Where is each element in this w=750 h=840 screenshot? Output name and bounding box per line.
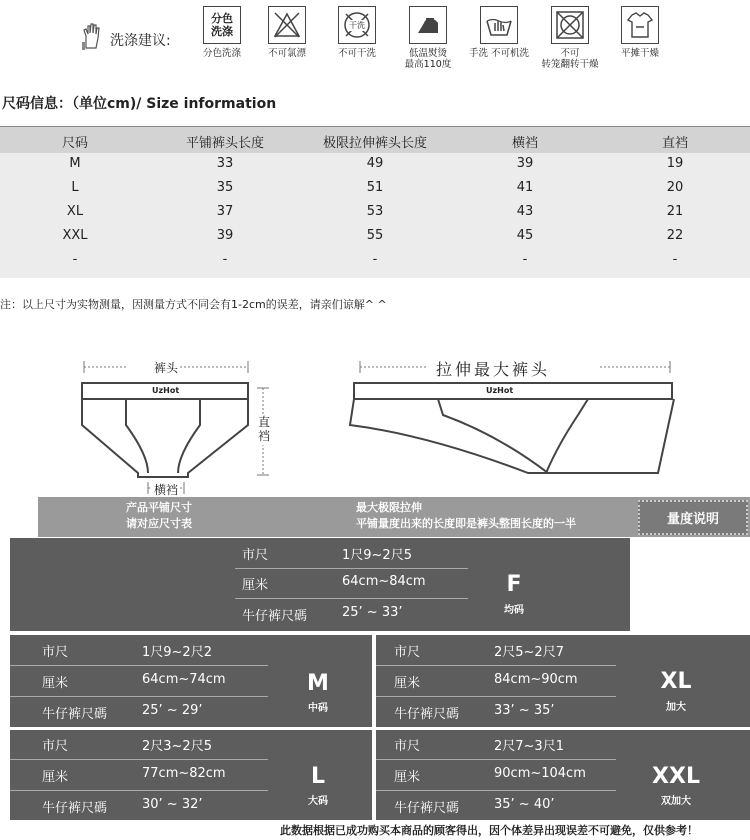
xl-sub: 加大: [666, 702, 686, 713]
band-mid: [356, 500, 576, 532]
divider: [235, 568, 468, 569]
row-label-cm: 厘米: [242, 578, 269, 593]
divider: [376, 696, 616, 697]
table-cell: 19: [666, 156, 684, 171]
row-label-jeans: 牛仔裤尺碼: [242, 609, 308, 624]
l-sub: 大码: [308, 796, 328, 807]
f-sub: 均码: [504, 605, 524, 616]
header-size: 尺码: [61, 136, 88, 151]
l-cm: 77cm~82cm: [142, 766, 226, 781]
xl-jeans: 33’ ~ 35’: [494, 703, 555, 718]
stretched-brief-diagram: [348, 355, 678, 485]
table-cell: L: [71, 180, 79, 195]
care-item-no-bleach: [257, 6, 317, 59]
band-left-line2: 请对应尺寸表: [126, 517, 192, 530]
care-label: 低温熨烫 最高110度: [404, 48, 452, 70]
table-cell: 41: [516, 180, 534, 195]
no-dry-clean-icon: [338, 6, 376, 44]
flat-brief-diagram: [78, 355, 278, 495]
divider: [10, 665, 268, 666]
divider: [235, 598, 468, 599]
row-label-jeans: 牛仔裤尺碼: [394, 707, 460, 722]
xxl-jeans: 35’ ~ 40’: [494, 797, 555, 812]
row-label-shichi: 市尺: [242, 548, 269, 563]
table-cell: -: [222, 252, 228, 267]
row-label-shichi: 市尺: [394, 739, 421, 754]
care-item-no-dry-clean: [327, 6, 387, 59]
l-letter: L: [310, 764, 326, 789]
no-bleach-icon: [268, 6, 306, 44]
table-cell: -: [522, 252, 528, 267]
m-sub: 中码: [308, 703, 328, 714]
table-cell: 51: [366, 180, 384, 195]
stretch-label: 拉伸最大裤头: [436, 360, 551, 379]
xl-letter: XL: [660, 669, 692, 694]
row-label-cm: 厘米: [394, 770, 421, 785]
xxl-cm: 90cm~104cm: [494, 766, 586, 781]
table-cell: 35: [216, 180, 234, 195]
care-item-low-iron: [398, 6, 458, 70]
size-block-m: [10, 635, 372, 727]
disclaimer: 此数据根据已成功购买本商品的顾客得出，因个体差异出现误差不可避免，仅供参考！: [280, 824, 698, 837]
hand-icon: [80, 22, 104, 50]
size-block-xxl: [376, 730, 750, 820]
f-letter: F: [506, 572, 522, 597]
band-mid-line2: 平铺量度出来的长度即是裤头整围长度的一半: [356, 517, 576, 530]
band-left-line1: 产品平铺尺寸: [126, 501, 192, 514]
table-cell: 20: [666, 180, 684, 195]
row-label-cm: 厘米: [42, 676, 69, 691]
table-cell: 45: [516, 228, 534, 243]
no-tumble-dry-icon: [551, 6, 589, 44]
table-cell: 21: [666, 204, 684, 219]
table-cell: 43: [516, 204, 534, 219]
table-cell: -: [372, 252, 378, 267]
size-table-header: [0, 126, 750, 153]
measurement-guide-label: 量度说明: [638, 500, 748, 535]
xxl-sub: 双加大: [661, 796, 691, 807]
divider: [10, 759, 268, 760]
table-cell: 22: [666, 228, 684, 243]
care-label: 不可干洗: [337, 48, 376, 59]
xxl-letter: XXL: [652, 764, 700, 789]
flat-dry-icon: [621, 6, 659, 44]
separate-wash-text-1: 分色: [211, 12, 233, 25]
care-title: 洗涤建议:: [110, 33, 171, 49]
dry-clean-text: 干洗: [349, 20, 365, 30]
header-flat-waist: 平铺裤头长度: [185, 136, 264, 151]
table-cell: 37: [216, 204, 234, 219]
l-jeans: 30’ ~ 32’: [142, 797, 203, 812]
xl-shichi: 2尺5~2尺7: [494, 645, 564, 660]
care-item-flat-dry: [610, 6, 670, 59]
rise-label: 直裆: [258, 415, 271, 443]
brand-label: UzHot: [152, 386, 180, 395]
f-shichi: 1尺9~2尺5: [342, 548, 412, 563]
row-label-cm: 厘米: [42, 770, 69, 785]
xxl-shichi: 2尺7~3尺1: [494, 739, 564, 754]
row-label-shichi: 市尺: [394, 645, 421, 660]
table-cell: 39: [216, 228, 234, 243]
row-label-cm: 厘米: [394, 676, 421, 691]
divider: [376, 759, 616, 760]
size-block-l: [10, 730, 372, 820]
care-item-no-tumble-dry: [540, 6, 600, 70]
separate-wash-text-2: 洗涤: [211, 25, 233, 38]
table-cell: -: [72, 252, 78, 267]
care-label: 不可氯漂: [267, 48, 306, 59]
divider: [10, 696, 268, 697]
m-jeans: 25’ ~ 29’: [142, 703, 203, 718]
row-label-shichi: 市尺: [42, 645, 69, 660]
crotch-label: 横裆: [154, 483, 179, 497]
table-cell: 33: [216, 156, 234, 171]
header-stretch-waist: 极限拉伸裤头长度: [322, 136, 427, 151]
size-table: [0, 126, 750, 278]
m-shichi: 1尺9~2尺2: [142, 645, 212, 660]
f-cm: 64cm~84cm: [342, 574, 426, 589]
table-cell: XL: [66, 204, 84, 219]
size-info-title: 尺码信息：（单位cm)/ Size information: [2, 96, 277, 112]
measurement-note: 注：以上尺寸为实物测量，因测量方式不同会有1-2cm的误差，请亲们谅解^ ^: [0, 298, 387, 311]
xl-cm: 84cm~90cm: [494, 672, 578, 687]
table-cell: 49: [366, 156, 384, 171]
divider: [376, 665, 616, 666]
table-cell: -: [672, 252, 678, 267]
f-jeans: 25’ ~ 33’: [342, 605, 403, 620]
hand-wash-icon: [480, 6, 518, 44]
care-label: 平摊干燥: [620, 48, 659, 59]
waist-label: 裤头: [154, 361, 179, 375]
separate-wash-icon: [203, 6, 241, 44]
divider: [376, 790, 616, 791]
care-label: 手洗 不可机洗: [469, 48, 530, 59]
table-cell: 53: [366, 204, 384, 219]
size-block-f: [10, 538, 630, 631]
care-item-separate-wash: [192, 6, 252, 59]
row-label-jeans: 牛仔裤尺碼: [42, 801, 108, 816]
band-left: [126, 500, 192, 532]
header-crotch: 横裆: [511, 136, 538, 151]
divider: [10, 790, 268, 791]
row-label-jeans: 牛仔裤尺碼: [394, 801, 460, 816]
m-letter: M: [307, 671, 329, 696]
l-shichi: 2尺3~2尺5: [142, 739, 212, 754]
band-mid-line1: 最大极限拉伸: [356, 501, 422, 514]
care-item-hand-wash: [469, 6, 529, 59]
brand-label-stretched: UzHot: [486, 386, 514, 395]
table-cell: 55: [366, 228, 384, 243]
m-cm: 64cm~74cm: [142, 672, 226, 687]
care-label: 分色洗涤: [202, 48, 241, 59]
table-cell: M: [69, 156, 81, 171]
low-iron-icon: [409, 6, 447, 44]
table-cell: 39: [516, 156, 534, 171]
table-cell: XXL: [62, 228, 88, 243]
care-label: 不可 转笼翻转干燥: [541, 48, 599, 70]
row-label-jeans: 牛仔裤尺碼: [42, 707, 108, 722]
size-block-xl: [376, 635, 750, 727]
row-label-shichi: 市尺: [42, 739, 69, 754]
header-rise: 直裆: [661, 136, 688, 151]
